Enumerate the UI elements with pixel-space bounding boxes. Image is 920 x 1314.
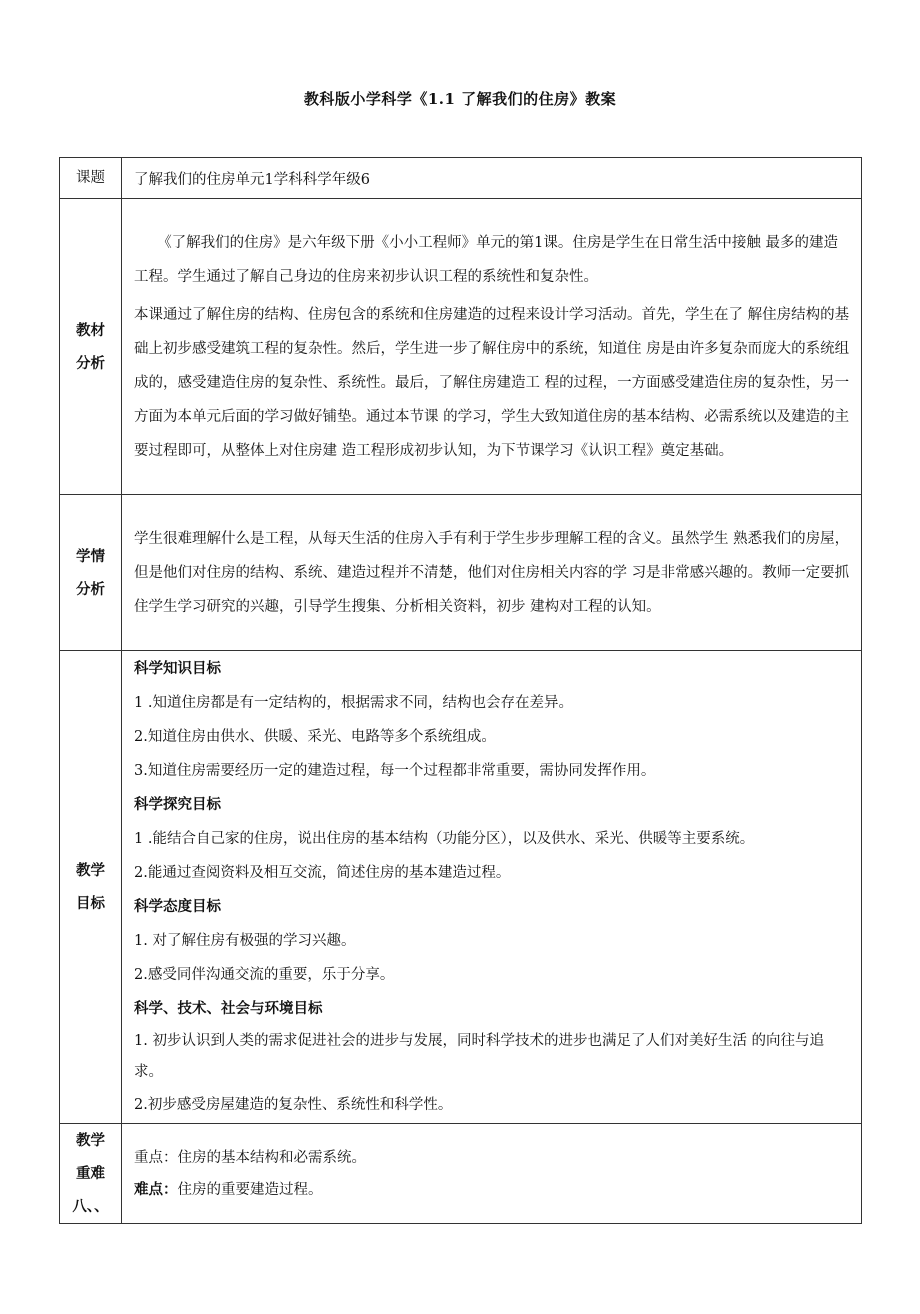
- knowledge-goal-item: 1 .知道住房都是有一定结构的，根据需求不同，结构也会存在差异。: [134, 695, 573, 711]
- goals-label-line2: 目标: [76, 895, 105, 912]
- inquiry-goal-item: 1 .能结合自己家的住房，说出住房的基本结构（功能分区），以及供水、采光、供暖等主要系统。: [134, 831, 755, 847]
- material-paragraph-1: 《了解我们的住房》是六年级下册《小小工程师》单元的第1课。住房是学生在日常生活中接触 最多的建造工程。学生通过了解自己身边的住房来初步认识工程的系统性和复杂性。: [134, 234, 839, 285]
- knowledge-goal-item: 2.知道住房由供水、供暖、采光、电路等多个系统组成。: [134, 729, 496, 745]
- document-title: 教科版小学科学《1.1 了解我们的住房》教案: [303, 90, 617, 108]
- material-analysis-label: [60, 199, 122, 495]
- difficulty-text: 住房的重要建造过程。: [177, 1181, 323, 1198]
- attitude-goal-item: 2.感受同伴沟通交流的重要，乐于分享。: [134, 967, 395, 983]
- attitude-goal-heading: 科学态度目标: [134, 898, 221, 915]
- learner-label-line1: 学情: [76, 547, 105, 565]
- material-label-line2: 分析: [76, 354, 105, 372]
- knowledge-goal-heading: 科学知识目标: [134, 660, 221, 677]
- key-points-row: [60, 1124, 862, 1224]
- topic-value: 了解我们的住房单元1学科科学年级6: [122, 158, 862, 199]
- key-label-line1: 教学: [76, 1132, 105, 1149]
- lesson-plan-table: [59, 157, 862, 1224]
- sts-goal-heading: 科学、技术、社会与环境目标: [134, 1000, 323, 1017]
- key-points-label: [60, 1124, 122, 1224]
- material-label-line1: 教材: [76, 321, 105, 339]
- inquiry-goal-item: 2.能通过查阅资料及相互交流，简述住房的基本建造过程。: [134, 865, 511, 881]
- topic-row: [60, 158, 862, 199]
- topic-label: 课题: [60, 158, 122, 199]
- goals-label-line1: 教学: [76, 862, 105, 879]
- knowledge-goal-item: 3.知道住房需要经历一定的建造过程，每一个过程都非常重要，需协同发挥作用。: [134, 763, 656, 779]
- focus-line: [134, 1142, 851, 1174]
- focus-text: 住房的基本结构和必需系统。: [177, 1149, 366, 1166]
- sts-goal-item: 1. 初步认识到人类的需求促进社会的进步与发展，同时科学技术的进步也满足了人们对美好生活 的向往与追求。: [134, 1033, 825, 1080]
- focus-label: 重点：: [134, 1149, 178, 1166]
- material-analysis-row: [60, 199, 862, 495]
- teaching-goals-label: [60, 651, 122, 1124]
- learner-label-line2: 分析: [76, 580, 105, 598]
- learner-paragraph: 学生很难理解什么是工程，从每天生活的住房入手有利于学生步步理解工程的含义。虽然学生 熟悉我们的房屋，但是他们对住房的结构、系统、建造过程并不清楚，他们对住房相关内容的学 习是非常感兴趣的。教师一定要抓住学生学习研究的兴趣，引导学生搜集、分析相关资料，初步 建构对工程的认知。: [134, 530, 850, 615]
- teaching-goals-content: [122, 651, 862, 1124]
- teaching-goals-row: [60, 651, 862, 1124]
- difficulty-label: 难点：: [134, 1180, 178, 1198]
- learner-analysis-row: [60, 495, 862, 651]
- key-label-line2: 重难: [76, 1165, 105, 1182]
- material-paragraph-2: 本课通过了解住房的结构、住房包含的系统和住房建造的过程来设计学习活动。首先，学生在了 解住房结构的基础上初步感受建筑工程的复杂性。然后，学生进一步了解住房中的系统，知道住 房是由许多复杂而庞大的系统组成的，感受建造住房的复杂性、系统性。最后，了解住房建造工 程的过程，一方面感受建造住房的复杂性，另一方面为本单元后面的学习做好铺垫。通过本节课 的学习，学生大致知道住房的基本结构、必需系统以及建造的主要过程即可，从整体上对住房建 造工程形成初步认知，为下节课学习《认识工程》奠定基础。: [134, 306, 850, 459]
- material-analysis-content: [122, 199, 862, 495]
- learner-analysis-content: [122, 495, 862, 651]
- key-points-content: [122, 1124, 862, 1224]
- difficulty-line: [134, 1174, 851, 1206]
- inquiry-goal-heading: 科学探究目标: [134, 796, 221, 813]
- key-label-line3: 八、、: [72, 1198, 109, 1215]
- sts-goal-item: 2.初步感受房屋建造的复杂性、系统性和科学性。: [134, 1097, 453, 1113]
- attitude-goal-item: 1. 对了解住房有极强的学习兴趣。: [134, 933, 356, 949]
- learner-analysis-label: [60, 495, 122, 651]
